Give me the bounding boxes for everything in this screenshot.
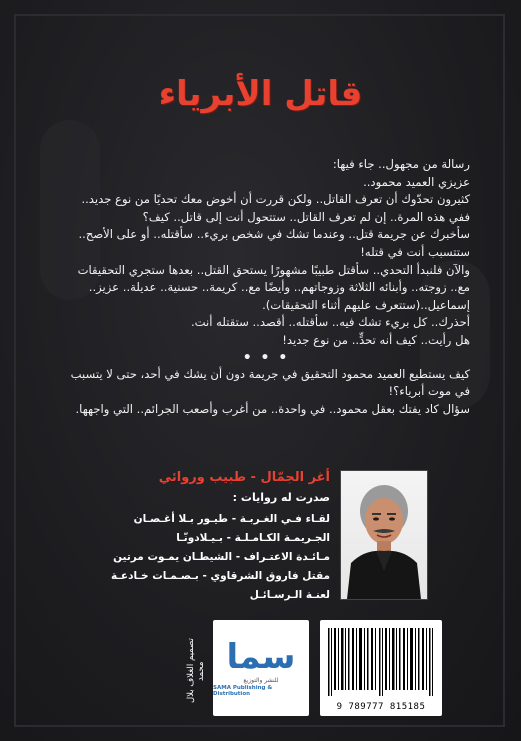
- author-portrait-illustration: [341, 471, 427, 599]
- closing-line: كيف يستطيع العميد محمود التحقيق في جريمة دون أن يشك في أحد، حتى لا يتسبب في موت أبرياء؟!: [70, 366, 470, 399]
- publisher-english-name: SAMA Publishing & Distribution: [213, 685, 273, 697]
- publisher-logo-box: [213, 620, 309, 716]
- cover-designer-credit: [186, 636, 206, 706]
- closing-line: سؤال كاد يفتك بعقل محمود.. في واحدة.. من أغرب وأصعب الجرائم.. التي واجهها.: [75, 401, 470, 416]
- letter-line: رسالة من مجهول.. جاء فيها:: [332, 157, 470, 171]
- novels-heading: صدرت له روايات :: [232, 491, 330, 504]
- novel-list-item: مقتل فاروق الشرقاوي - بـصـمـات خـادعـة: [110, 570, 330, 582]
- separator-dots: • • •: [242, 349, 290, 366]
- publisher-logo: سما: [226, 637, 296, 677]
- publisher-tagline: للنشر والتوزيع: [243, 677, 279, 684]
- author-photo: [340, 470, 428, 600]
- blurb: [62, 156, 470, 418]
- author-info: [88, 470, 330, 605]
- letter-line: أحذرك.. كل بريء تشك فيه.. سأقتله.. أقصد.. ستقتله أنت.: [190, 315, 470, 330]
- letter-line: سأخبرك عن جريمة قتل.. وعندما تشك في شخص بريء.. سأقتله.. أو على الأصح.. ستتسبب أنت في قتله!: [78, 227, 470, 259]
- isbn-number: 9 789777 815185: [336, 702, 426, 712]
- novel-list-item: الجـريمـة الكـامـلـة - بـيـلادونّـا: [176, 532, 330, 544]
- book-title: قاتل الأبرياء: [158, 74, 363, 114]
- letter-line: عزيزي العميد محمود..: [363, 174, 470, 189]
- author-name: أغر الجمّال - طبيب وروائي: [158, 470, 330, 485]
- barcode-bars: [328, 628, 434, 696]
- isbn-barcode: [320, 620, 442, 716]
- novel-list-item: لعنـة الـرسـائـل: [249, 589, 330, 601]
- letter-line: كثيرون تحدّوك أن تعرف القاتل.. ولكن قررت أن أخوض معك تحديًا من نوع جديد.. ففي هذه المرة.. إن لم تعرف القاتل.. ستتحول أنت إلى قاتل.. كيف؟: [81, 192, 470, 224]
- novel-list-item: لقـاء فـي الغـربـة - طيـور بـلا أغـصـان: [133, 513, 330, 525]
- novel-list-item: مـائـدة الاعتـراف - الشيطـان يمـوت مرتين: [113, 551, 330, 563]
- letter-line: هل رأيت.. كيف أنه تحدٍّ.. من نوع جديد!: [282, 332, 470, 347]
- letter-line: والآن فلنبدأ التحدي.. سأقتل طبيبًا مشهورًا يستحق القتل.. بعدها ستجري التحقيقات مع.. زوجته.. وأبنائه الثلاثة وزوجاتهم.. وأيضًا مع.. كريمة.. حسنية.. عديلة.. عزيز.. إسماعيل..(ستتعرف عليهم أثناء التحقيقات).: [77, 262, 470, 312]
- designer-label: تصميم الغلاف: [186, 638, 196, 688]
- designer-name: بلال محمد: [186, 661, 206, 704]
